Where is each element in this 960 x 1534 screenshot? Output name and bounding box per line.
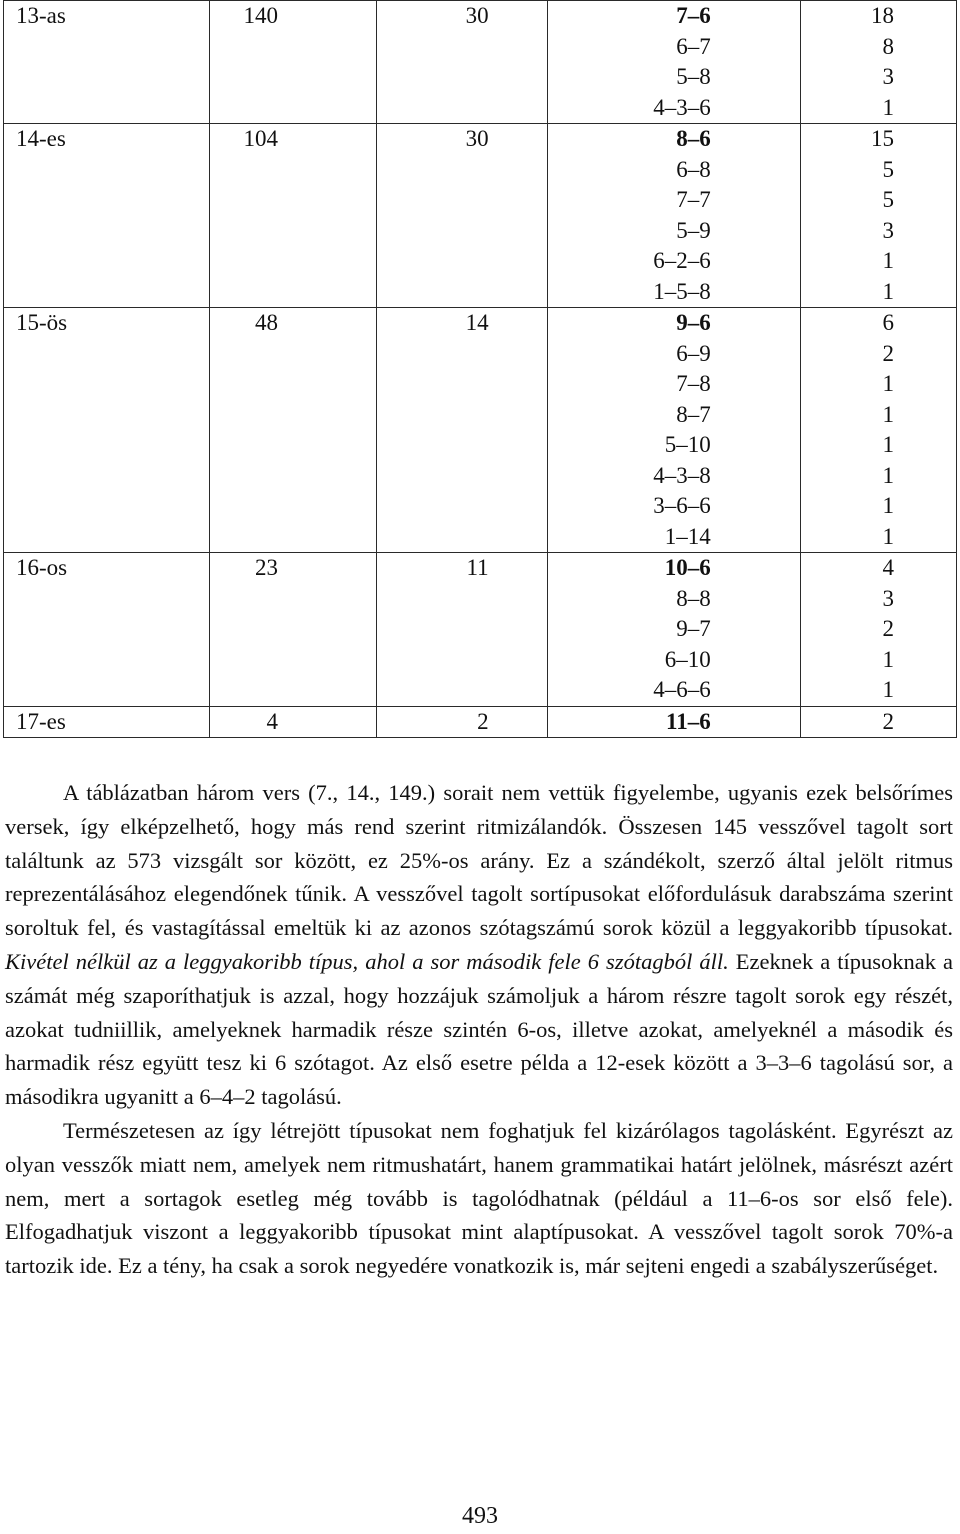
count-list (801, 124, 956, 307)
count-item: 3 (882, 64, 894, 89)
pattern-item: 6–8 (676, 156, 711, 182)
pattern-item: 5–8 (676, 64, 711, 89)
pattern-list (548, 308, 800, 552)
total-lines-value: 140 (243, 3, 279, 28)
pattern-item: 6–2–6 (653, 248, 711, 273)
pattern-item: 7–7 (676, 187, 711, 212)
pattern-item: 4–3–8 (653, 462, 711, 488)
total-lines-cell (209, 124, 376, 308)
row-label: 17-es (16, 708, 66, 734)
row-label: 13-as (16, 3, 66, 28)
count-item: 5 (882, 156, 894, 182)
pattern-item: 6–7 (676, 33, 711, 59)
comma-tagged-value: 2 (477, 708, 489, 734)
pattern-item: 6–10 (664, 646, 711, 672)
count-item: 6 (882, 310, 894, 335)
count-item: 1 (882, 523, 894, 549)
count-cell (800, 124, 956, 308)
pattern-item: 7–6 (676, 3, 711, 28)
total-lines-cell (209, 1, 376, 124)
count-item: 1 (882, 94, 894, 120)
comma-tagged-value: 14 (465, 310, 489, 335)
count-item: 1 (882, 677, 894, 702)
total-lines-value: 48 (255, 310, 279, 335)
pattern-item: 9–7 (676, 616, 711, 641)
count-list (801, 707, 956, 738)
pattern-item: 5–9 (676, 217, 711, 243)
pattern-cell (547, 706, 800, 738)
row-label-cell (4, 706, 210, 738)
table-row (4, 553, 957, 707)
syllable-pattern-table-wrap (0, 0, 960, 738)
body-text (5, 776, 953, 1283)
table-row (4, 124, 957, 308)
count-cell (800, 308, 956, 553)
count-cell (800, 1, 956, 124)
count-item: 15 (871, 126, 894, 151)
count-item: 8 (882, 33, 894, 59)
count-item: 1 (882, 401, 894, 427)
total-lines-cell (209, 706, 376, 738)
comma-tagged-value: 30 (465, 126, 489, 151)
total-lines-value: 104 (243, 126, 279, 151)
count-list (801, 1, 956, 123)
count-item: 5 (882, 187, 894, 212)
paragraph-2: Természetesen az így létrejött típusokat nem foghatjuk fel kizárólagos tagolásként. Egyrészt az olyan vesszők miatt nem, amelyek nem ritmushatárt, hanem grammatikai határt jelölnek, másrészt azért nem, mert a sortagok esetleg még tovább is tagolódhatnak (például a 11–6-os sor első fele). Elfogadhatjuk viszont a leggyakoribb típusokat mint alaptípusokat. A vesszővel tagolt sorok 70%-a tartozik ide. Ez a tény, ha csak a sorok negyedére vonatkozik is, már sejteni engedi a szabályszerűséget. (5, 1117, 953, 1279)
pattern-item: 7–8 (676, 371, 711, 396)
row-label: 15-ös (16, 310, 68, 335)
count-item: 2 (882, 340, 894, 366)
total-lines-cell (209, 308, 376, 553)
pattern-list (548, 124, 800, 307)
pattern-item: 1–14 (664, 523, 711, 549)
comma-tagged-cell (377, 706, 548, 738)
pattern-item: 10–6 (664, 555, 711, 580)
count-item: 2 (882, 708, 894, 734)
pattern-item: 3–6–6 (653, 493, 711, 518)
pattern-item: 11–6 (665, 708, 711, 734)
pattern-item: 5–10 (664, 432, 711, 457)
count-item: 1 (882, 371, 894, 396)
row-label-cell (4, 124, 210, 308)
count-item: 18 (871, 3, 894, 28)
count-item: 3 (882, 585, 894, 611)
pattern-list (548, 553, 800, 706)
count-item: 1 (882, 432, 894, 457)
count-cell (800, 553, 956, 707)
total-lines-value: 4 (266, 708, 279, 734)
pattern-list (548, 1, 800, 123)
pattern-item: 8–7 (676, 401, 711, 427)
pattern-item: 9–6 (676, 310, 711, 335)
count-item: 1 (882, 493, 894, 518)
pattern-cell (547, 124, 800, 308)
pattern-item: 8–6 (676, 126, 711, 151)
count-item: 2 (882, 616, 894, 641)
count-item: 1 (882, 278, 894, 304)
paragraph-1-italic-sentence: Kivétel nélkül az a leggyakoribb típus, ahol a sor második fele 6 szótagból áll. (5, 948, 729, 974)
count-item: 1 (882, 462, 894, 488)
row-label-cell (4, 553, 210, 707)
row-label: 16-os (16, 555, 68, 580)
comma-tagged-cell (377, 308, 548, 553)
paragraph-1-part-a: A táblázatban három vers (7., 14., 149.) sorait nem vettük figyelembe, ugyanis ezek belsőrímes versek, így elképzelhető, hogy más rend szerint ritmizálandók. Összesen 145 vesszővel tagolt sort találtunk az 573 vizsgált sor között, ez 25%-os arány. Ez a szándékolt, szerző által jelölt ritmus reprezentálásához elegendőnek tűnik. A vesszővel tagolt sortípusokat előfordulásuk darabszáma szerint soroltuk fel, és vastagítással emeltük ki az azonos szótagszámú sorok közül a leggyakoribb típusokat. (5, 780, 953, 941)
paragraph-1-part-b: Ezeknek a típusoknak a számát még szaporíthatjuk is azzal, hogy hozzájuk számoljuk a három részre tagolt sorok egy részét, azokat tudniillik, amelyeknek harmadik része szintén 6-os, illetve azokat, amelyeknél a második és harmadik rész együtt tesz ki 6 szótagot. Az első esetre példa a 12-esek között a 3–3–6 tagolású sor, a másodikra ugyanitt a 6–4–2 tagolású. (5, 948, 954, 1110)
table-body (4, 1, 957, 738)
paragraph-1 (5, 776, 953, 1114)
count-item: 4 (882, 555, 894, 580)
syllable-pattern-table (3, 0, 957, 738)
row-label: 14-es (16, 126, 66, 151)
comma-tagged-value: 30 (465, 3, 489, 28)
comma-tagged-value: 11 (466, 555, 489, 580)
pattern-item: 4–3–6 (653, 94, 711, 120)
count-item: 3 (882, 217, 894, 243)
pattern-item: 6–9 (676, 340, 711, 366)
row-label-cell (4, 1, 210, 124)
pattern-item: 4–6–6 (653, 677, 711, 702)
pattern-item: 1–5–8 (653, 278, 711, 304)
table-row (4, 706, 957, 738)
pattern-cell (547, 1, 800, 124)
table-row (4, 1, 957, 124)
comma-tagged-cell (377, 124, 548, 308)
pattern-item: 8–8 (676, 585, 711, 611)
comma-tagged-cell (377, 1, 548, 124)
pattern-cell (547, 553, 800, 707)
count-item: 1 (882, 248, 894, 273)
count-list (801, 553, 956, 706)
total-lines-cell (209, 553, 376, 707)
pattern-cell (547, 308, 800, 553)
table-row (4, 308, 957, 553)
total-lines-value: 23 (255, 555, 279, 580)
page-number: 493 (462, 1503, 498, 1529)
comma-tagged-cell (377, 553, 548, 707)
pattern-list (548, 707, 800, 738)
count-cell (800, 706, 956, 738)
row-label-cell (4, 308, 210, 553)
count-item: 1 (882, 646, 894, 672)
count-list (801, 308, 956, 552)
